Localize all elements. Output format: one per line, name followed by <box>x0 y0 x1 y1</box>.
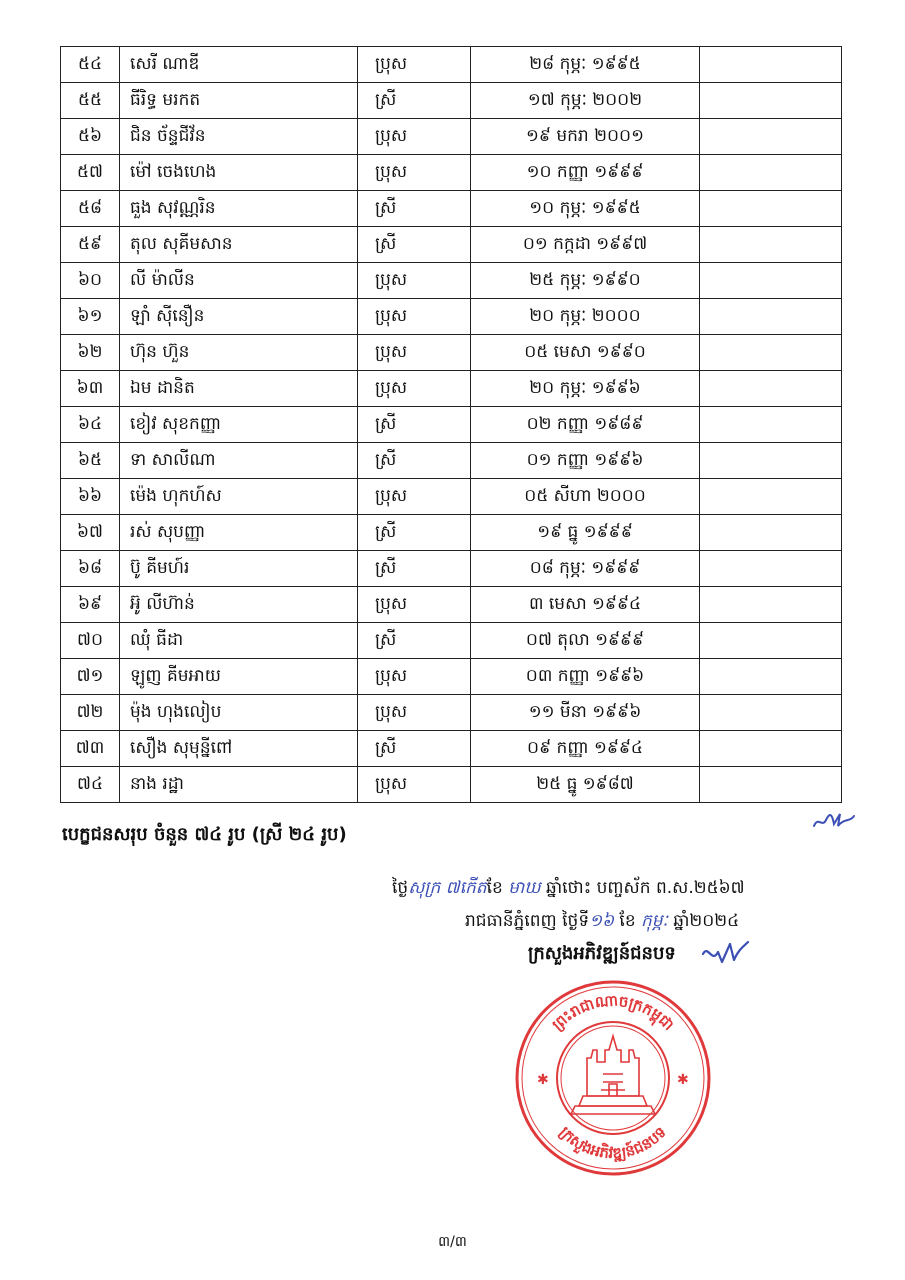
candidate-dob: ២៥ ធ្នូ ១៩៨៧ <box>471 767 700 803</box>
table-row <box>61 119 842 155</box>
row-number: ៦៩ <box>61 587 120 623</box>
row-number: ៦៤ <box>61 407 120 443</box>
candidate-dob: ១៩ ធ្នូ ១៩៩៩ <box>471 515 700 551</box>
lunar-month-label: ខែ <box>486 878 503 898</box>
signature <box>700 938 750 968</box>
candidate-name: ឈុំ ធីដា <box>120 623 358 659</box>
official-seal <box>513 978 713 1178</box>
candidate-dob: ០១ កញ្ញា ១៩៩៦ <box>471 443 700 479</box>
row-number: ៧១ <box>61 659 120 695</box>
candidate-name: ជិន ច័ន្ទជីវ័ន <box>120 119 358 155</box>
table-row <box>61 587 842 623</box>
row-number: ៥៨ <box>61 191 120 227</box>
page-number: ៣/៣ <box>438 1234 467 1250</box>
candidate-dob: ២៨ កុម្ភៈ ១៩៩៥ <box>471 47 700 83</box>
candidate-dob: ២០ កុម្ភៈ ១៩៩៦ <box>471 371 700 407</box>
candidate-name: ម៉ុង ហុងលៀប <box>120 695 358 731</box>
lunar-prefix: ថ្ងៃ <box>392 878 409 898</box>
candidate-note <box>700 623 842 659</box>
candidate-name: ខៀវ សុខកញ្ញា <box>120 407 358 443</box>
candidate-note <box>700 515 842 551</box>
candidate-dob: ០៥ មេសា ១៩៩០ <box>471 335 700 371</box>
candidate-note <box>700 47 842 83</box>
candidate-name: ឡូញ គីមអាយ <box>120 659 358 695</box>
candidate-sex: ស្រី <box>358 551 471 587</box>
candidate-sex: ប្រុស <box>358 767 471 803</box>
candidate-sex: ស្រី <box>358 623 471 659</box>
row-number: ៦៨ <box>61 551 120 587</box>
candidate-note <box>700 479 842 515</box>
candidate-sex: ប្រុស <box>358 587 471 623</box>
solar-month-handwritten: កុម្ភៈ <box>641 911 668 931</box>
candidate-note <box>700 407 842 443</box>
candidate-sex: ស្រី <box>358 515 471 551</box>
solar-date-line <box>465 910 739 935</box>
candidate-name: នាង រដ្ឋា <box>120 767 358 803</box>
candidate-sex: ប្រុស <box>358 695 471 731</box>
candidate-note <box>700 119 842 155</box>
row-number: ៥៥ <box>61 83 120 119</box>
candidate-sex: ប្រុស <box>358 119 471 155</box>
candidate-dob: ១០ កញ្ញា ១៩៩៩ <box>471 155 700 191</box>
candidate-sex: ស្រី <box>358 731 471 767</box>
candidate-name: លី ម៉ាលីន <box>120 263 358 299</box>
table-row <box>61 191 842 227</box>
candidate-note <box>700 155 842 191</box>
candidate-note <box>700 263 842 299</box>
candidate-note <box>700 551 842 587</box>
candidate-note <box>700 767 842 803</box>
candidate-sex: ប្រុស <box>358 479 471 515</box>
table-row <box>61 47 842 83</box>
table-row <box>61 299 842 335</box>
table-row <box>61 443 842 479</box>
row-number: ៦៥ <box>61 443 120 479</box>
table-row <box>61 335 842 371</box>
candidate-dob: ២០ កុម្ភៈ ២០០០ <box>471 299 700 335</box>
candidate-note <box>700 227 842 263</box>
svg-text:✱: ✱ <box>537 1072 549 1088</box>
candidate-name: ធួង សុវណ្ណរិន <box>120 191 358 227</box>
table-row <box>61 551 842 587</box>
candidate-sex: ប្រុស <box>358 155 471 191</box>
candidate-dob: ០៩ កញ្ញា ១៩៩៤ <box>471 731 700 767</box>
table-row <box>61 155 842 191</box>
table-row <box>61 695 842 731</box>
row-number: ៦០ <box>61 263 120 299</box>
candidate-sex: ស្រី <box>358 227 471 263</box>
candidate-sex: ស្រី <box>358 191 471 227</box>
candidate-note <box>700 191 842 227</box>
row-number: ៦២ <box>61 335 120 371</box>
candidate-name: ម៉េង ហុកហ៍ស <box>120 479 358 515</box>
ministry-name: ក្រសួងអភិវឌ្ឍន៍ជនបទ <box>528 943 676 964</box>
candidate-sex: ប្រុស <box>358 263 471 299</box>
row-number: ៦៧ <box>61 515 120 551</box>
candidate-name: អ៊ូ លីហ៊ាន់ <box>120 587 358 623</box>
lunar-year: ឆ្នាំថោះ បញ្ចស័ក ព.ស.២៥៦៧ <box>545 878 745 898</box>
candidate-name: ឯម ដានិត <box>120 371 358 407</box>
row-number: ៥៩ <box>61 227 120 263</box>
table-row <box>61 479 842 515</box>
candidate-note <box>700 659 842 695</box>
solar-month-label: ខែ <box>619 911 636 931</box>
row-number: ៦៣ <box>61 371 120 407</box>
candidate-name: សឿង សុមុន្នីពៅ <box>120 731 358 767</box>
row-number: ៧៤ <box>61 767 120 803</box>
candidate-note <box>700 335 842 371</box>
row-number: ៧២ <box>61 695 120 731</box>
candidate-name: ហ៊ុន ហ៊ួន <box>120 335 358 371</box>
lunar-day-handwritten: សុក្រ ៧កើត <box>408 878 487 898</box>
candidate-dob: ០៧ តុលា ១៩៩៩ <box>471 623 700 659</box>
candidate-sex: ប្រុស <box>358 47 471 83</box>
candidate-dob: ០៨ កុម្ភៈ ១៩៩៩ <box>471 551 700 587</box>
candidate-sex: ស្រី <box>358 407 471 443</box>
row-number: ៥៦ <box>61 119 120 155</box>
candidate-sex: ប្រុស <box>358 335 471 371</box>
candidate-dob: ២៥ កុម្ភៈ ១៩៩០ <box>471 263 700 299</box>
row-number: ៧៣ <box>61 731 120 767</box>
row-number: ៥៧ <box>61 155 120 191</box>
table-row <box>61 767 842 803</box>
candidate-table <box>60 46 842 803</box>
candidate-dob: ៣ មេសា ១៩៩៤ <box>471 587 700 623</box>
candidate-sex: ប្រុស <box>358 371 471 407</box>
candidate-name: តុល សុគីមសាន <box>120 227 358 263</box>
candidate-note <box>700 443 842 479</box>
row-number: ៥៤ <box>61 47 120 83</box>
row-number: ៧០ <box>61 623 120 659</box>
row-number: ៦១ <box>61 299 120 335</box>
candidate-dob: ១១ មីនា ១៩៩៦ <box>471 695 700 731</box>
lunar-date-line <box>392 877 745 902</box>
svg-text:ព្រះរាជាណាចក្រកម្ពុជា <box>548 991 677 1034</box>
candidate-sex: ប្រុស <box>358 659 471 695</box>
candidate-note <box>700 299 842 335</box>
candidate-note <box>700 731 842 767</box>
candidate-note <box>700 587 842 623</box>
summary-total: បេក្ខជនសរុប ចំនួន ៧៤ រូប (ស្រី ២៤ រូប) <box>62 824 347 845</box>
candidate-dob: ១៧ កុម្ភៈ ២០០២ <box>471 83 700 119</box>
seal-bottom-text: ក្រសួងអភិវឌ្ឍន៍ជនបទ <box>555 1122 671 1163</box>
solar-prefix: រាជធានីភ្នំពេញ ថ្ងៃទី <box>465 911 590 931</box>
candidate-dob: ១៩ មករា ២០០១ <box>471 119 700 155</box>
candidate-dob: ០៣ កញ្ញា ១៩៩៦ <box>471 659 700 695</box>
candidate-note <box>700 695 842 731</box>
candidate-name: ប៊ូ គីមហ៍រ <box>120 551 358 587</box>
table-row <box>61 83 842 119</box>
table-row <box>61 407 842 443</box>
table-row <box>61 227 842 263</box>
table-row <box>61 263 842 299</box>
candidate-dob: ០២ កញ្ញា ១៩៨៩ <box>471 407 700 443</box>
table-row <box>61 515 842 551</box>
solar-day-handwritten: ១៦ <box>589 911 615 931</box>
table-row <box>61 659 842 695</box>
candidate-table-body <box>61 47 842 803</box>
candidate-name: រស់ សុបញ្ញា <box>120 515 358 551</box>
candidate-sex: ស្រី <box>358 83 471 119</box>
candidate-note <box>700 83 842 119</box>
temple-emblem <box>571 1036 655 1114</box>
svg-text:ក្រសួងអភិវឌ្ឍន៍ជនបទ <box>556 1123 670 1163</box>
candidate-sex: ស្រី <box>358 443 471 479</box>
table-row <box>61 731 842 767</box>
candidate-dob: ០១ កក្កដា ១៩៩៧ <box>471 227 700 263</box>
candidate-name: ទា សាលីណា <box>120 443 358 479</box>
candidate-dob: ១០ កុម្ភៈ ១៩៩៥ <box>471 191 700 227</box>
candidate-name: សេរី ណាឌី <box>120 47 358 83</box>
initial-mark <box>810 808 858 834</box>
candidate-dob: ០៥ សីហា ២០០០ <box>471 479 700 515</box>
table-row <box>61 371 842 407</box>
table-row <box>61 623 842 659</box>
candidate-note <box>700 371 842 407</box>
seal-top-text: ព្រះរាជាណាចក្រកម្ពុជា <box>548 991 678 1034</box>
candidate-sex: ប្រុស <box>358 299 471 335</box>
candidate-name: ម៉ៅ ចេងហេង <box>120 155 358 191</box>
candidate-name: ធីរិទ្ធ មរកត <box>120 83 358 119</box>
row-number: ៦៦ <box>61 479 120 515</box>
solar-year: ឆ្នាំ២០២៤ <box>673 911 740 931</box>
svg-text:✱: ✱ <box>677 1072 689 1088</box>
lunar-month-handwritten: មាឃ <box>508 878 541 898</box>
candidate-name: ឡាំ ស៊ីនឿន <box>120 299 358 335</box>
